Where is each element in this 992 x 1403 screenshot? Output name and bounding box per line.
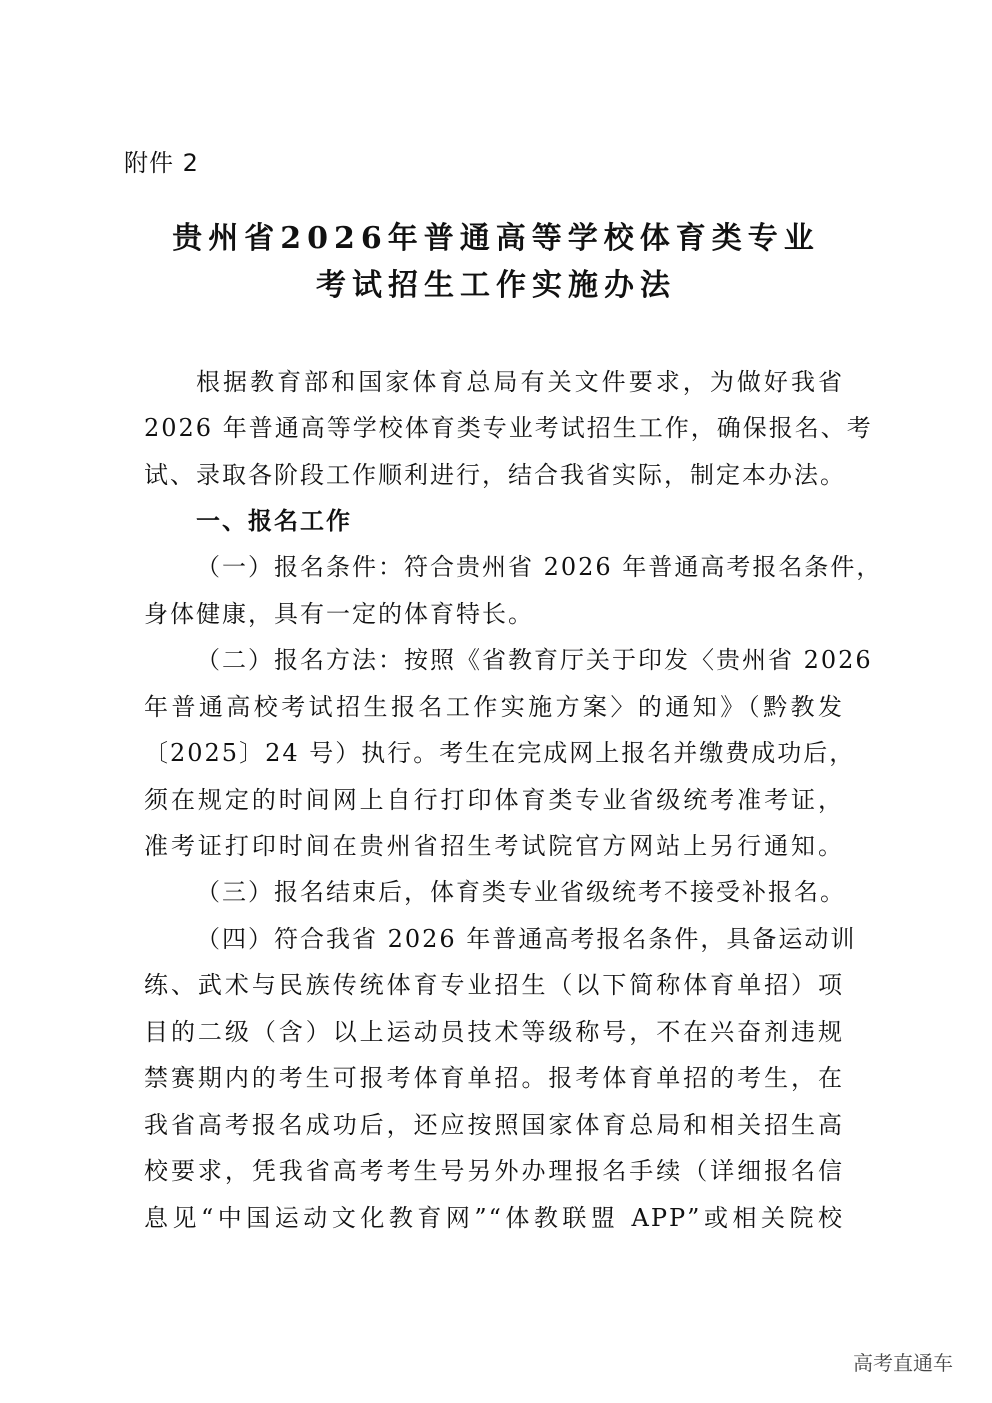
- paragraph-line: （四）符合我省 2026 年普通高考报名条件，具备运动训: [196, 925, 857, 953]
- paragraph-line: 2026 年普通高等学校体育类专业考试招生工作，确保报名、考: [144, 414, 873, 442]
- paragraph-line: 〔2025〕24 号）执行。考生在完成网上报名并缴费成功后，: [144, 739, 856, 767]
- document-title-line-2: 考试招生工作实施办法: [316, 268, 676, 303]
- paragraph-line: 校要求，凭我省高考考生号另外办理报名手续（详细报名信: [144, 1157, 844, 1185]
- paragraph-line: 年普通高校考试招生报名工作实施方案〉的通知》（黔教发: [144, 693, 844, 721]
- watermark: 高考直通车: [853, 1351, 953, 1375]
- section-heading: 一、报名工作: [196, 507, 352, 535]
- paragraph-line: 目的二级（含）以上运动员技术等级称号，不在兴奋剂违规: [144, 1018, 844, 1046]
- paragraph-line: 息见“中国运动文化教育网”“体教联盟 APP”或相关院校: [144, 1204, 844, 1232]
- paragraph-line: 准考证打印时间在贵州省招生考试院官方网站上另行通知。: [144, 832, 844, 860]
- paragraph-line: 练、武术与民族传统体育专业招生（以下简称体育单招）项: [144, 971, 844, 999]
- paragraph-line: 根据教育部和国家体育总局有关文件要求，为做好我省: [196, 368, 844, 396]
- attachment-label: 附件 2: [124, 149, 199, 177]
- paragraph-line: 我省高考报名成功后，还应按照国家体育总局和相关招生高: [144, 1111, 844, 1139]
- paragraph-line: （二）报名方法：按照《省教育厅关于印发〈贵州省 2026: [196, 646, 873, 674]
- paragraph-line: 身体健康，具有一定的体育特长。: [144, 600, 534, 628]
- paragraph-line: 试、录取各阶段工作顺利进行，结合我省实际，制定本办法。: [144, 461, 846, 489]
- paragraph-line: 须在规定的时间网上自行打印体育类专业省级统考准考证，: [144, 786, 844, 814]
- paragraph-line: 禁赛期内的考生可报考体育单招。报考体育单招的考生，在: [144, 1064, 844, 1092]
- paragraph-line: （一）报名条件：符合贵州省 2026 年普通高考报名条件，: [196, 553, 883, 581]
- document-title-line-1: 贵州省2026年普通高等学校体育类专业: [172, 221, 820, 256]
- paragraph-line: （三）报名结束后，体育类专业省级统考不接受补报名。: [196, 878, 846, 906]
